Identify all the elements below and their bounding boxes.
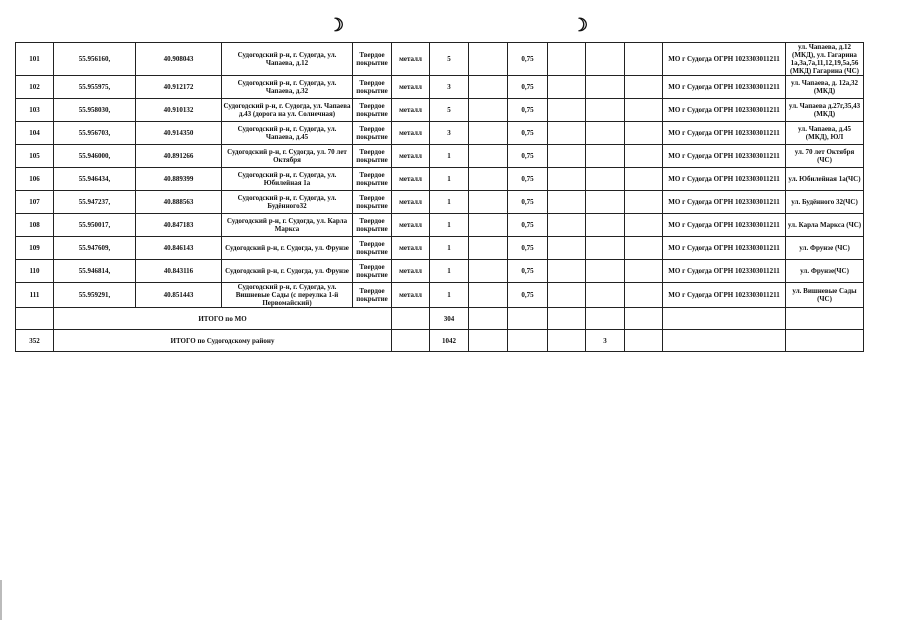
empty-cell xyxy=(469,145,508,168)
empty-cell xyxy=(586,43,625,76)
empty-cell xyxy=(586,260,625,283)
address: Судогодский р-н, г. Судогда, ул. Чапаева, д.32 xyxy=(222,76,353,99)
empty-cell xyxy=(548,122,586,145)
empty-cell xyxy=(548,43,586,76)
surface-type: Твердое покрытие xyxy=(353,122,392,145)
row-number: 110 xyxy=(16,260,54,283)
empty-cell xyxy=(469,76,508,99)
empty-cell xyxy=(586,168,625,191)
owner: МО г Судогда ОГРН 1023303011211 xyxy=(663,122,786,145)
container-volume: 0,75 xyxy=(508,145,548,168)
longitude: 40.847183 xyxy=(136,214,222,237)
container-count: 5 xyxy=(430,43,469,76)
table-row xyxy=(16,43,864,76)
empty-cell xyxy=(586,214,625,237)
owner: МО г Судогда ОГРН 1023303011211 xyxy=(663,237,786,260)
container-material: металл xyxy=(392,260,430,283)
empty-cell xyxy=(548,237,586,260)
empty-cell xyxy=(548,214,586,237)
latitude: 55.947609, xyxy=(54,237,136,260)
empty-cell xyxy=(625,191,663,214)
empty-cell xyxy=(586,76,625,99)
owner: МО г Судогда ОГРН 1023303011211 xyxy=(663,191,786,214)
latitude: 55.946434, xyxy=(54,168,136,191)
latitude: 55.946814, xyxy=(54,260,136,283)
latitude: 55.956160, xyxy=(54,43,136,76)
container-material: металл xyxy=(392,283,430,308)
container-count: 5 xyxy=(430,99,469,122)
surface-type: Твердое покрытие xyxy=(353,43,392,76)
empty-cell xyxy=(469,214,508,237)
container-count: 1 xyxy=(430,214,469,237)
surface-type: Твердое покрытие xyxy=(353,237,392,260)
empty-cell xyxy=(469,283,508,308)
container-count: 1 xyxy=(430,168,469,191)
longitude: 40.910132 xyxy=(136,99,222,122)
container-count: 1 xyxy=(430,237,469,260)
row-number: 101 xyxy=(16,43,54,76)
empty-cell xyxy=(469,122,508,145)
longitude: 40.914350 xyxy=(136,122,222,145)
table-row xyxy=(16,283,864,308)
container-sites-table xyxy=(15,42,864,352)
address: Судогодский р-н, г. Судогда, ул. Чапаева, д.12 xyxy=(222,43,353,76)
total-mo-row xyxy=(16,308,864,330)
empty-cell xyxy=(625,214,663,237)
container-count: 1 xyxy=(430,191,469,214)
empty-cell xyxy=(625,168,663,191)
container-material: металл xyxy=(392,191,430,214)
container-volume: 0,75 xyxy=(508,99,548,122)
empty-cell xyxy=(586,283,625,308)
row-number: 105 xyxy=(16,145,54,168)
total-district-extra: 3 xyxy=(586,330,625,352)
table-row xyxy=(16,260,864,283)
container-volume: 0,75 xyxy=(508,168,548,191)
container-volume: 0,75 xyxy=(508,260,548,283)
row-number: 109 xyxy=(16,237,54,260)
container-material: металл xyxy=(392,99,430,122)
empty-cell xyxy=(548,260,586,283)
container-volume: 0,75 xyxy=(508,122,548,145)
longitude: 40.851443 xyxy=(136,283,222,308)
scan-edge xyxy=(0,580,2,620)
empty-cell xyxy=(586,122,625,145)
container-material: металл xyxy=(392,214,430,237)
served-objects: ул. Чапаева д.27г,35,43 (МКД) xyxy=(786,99,864,122)
empty-cell xyxy=(548,76,586,99)
empty-cell xyxy=(548,99,586,122)
longitude: 40.891266 xyxy=(136,145,222,168)
container-material: металл xyxy=(392,168,430,191)
served-objects: ул. Юбилейная 1а(ЧС) xyxy=(786,168,864,191)
container-count: 1 xyxy=(430,145,469,168)
empty-cell xyxy=(625,76,663,99)
empty-cell xyxy=(586,191,625,214)
empty-cell xyxy=(548,145,586,168)
total-district-count: 1042 xyxy=(430,330,469,352)
table-row xyxy=(16,122,864,145)
table-row xyxy=(16,145,864,168)
surface-type: Твердое покрытие xyxy=(353,214,392,237)
served-objects: ул. Фрунзе(ЧС) xyxy=(786,260,864,283)
address: Судогодский р-н, г. Судогда, ул. Фрунзе xyxy=(222,237,353,260)
owner: МО г Судогда ОГРН 1023303011211 xyxy=(663,260,786,283)
container-material: металл xyxy=(392,122,430,145)
owner: МО г Судогда ОГРН 1023303011211 xyxy=(663,43,786,76)
owner: МО г Судогда ОГРН 1023303011211 xyxy=(663,145,786,168)
row-number: 108 xyxy=(16,214,54,237)
container-volume: 0,75 xyxy=(508,43,548,76)
empty-cell xyxy=(469,260,508,283)
container-volume: 0,75 xyxy=(508,191,548,214)
surface-type: Твердое покрытие xyxy=(353,260,392,283)
table-row xyxy=(16,214,864,237)
empty-cell xyxy=(548,168,586,191)
longitude: 40.846143 xyxy=(136,237,222,260)
row-number: 104 xyxy=(16,122,54,145)
table-row xyxy=(16,99,864,122)
empty-cell xyxy=(625,283,663,308)
owner: МО г Судогда ОГРН 1023303011211 xyxy=(663,283,786,308)
container-count: 1 xyxy=(430,283,469,308)
latitude: 55.947237, xyxy=(54,191,136,214)
empty-cell xyxy=(586,145,625,168)
row-number: 102 xyxy=(16,76,54,99)
container-count: 3 xyxy=(430,76,469,99)
container-material: металл xyxy=(392,76,430,99)
latitude: 55.946000, xyxy=(54,145,136,168)
served-objects: ул. Чапаева, д.12 (МКД), ул. Гагарина 1а,3а,7а,11,12,19,5а,56 (МКД) Гагарина (ЧС) xyxy=(786,43,864,76)
latitude: 55.958030, xyxy=(54,99,136,122)
surface-type: Твердое покрытие xyxy=(353,76,392,99)
row-number: 106 xyxy=(16,168,54,191)
surface-type: Твердое покрытие xyxy=(353,99,392,122)
empty-cell xyxy=(548,283,586,308)
hole-punch-mark-left: ☽ xyxy=(328,15,345,35)
empty-cell xyxy=(469,99,508,122)
row-number: 107 xyxy=(16,191,54,214)
longitude: 40.889399 xyxy=(136,168,222,191)
total-mo-spacer xyxy=(16,308,54,330)
container-count: 1 xyxy=(430,260,469,283)
served-objects: ул. Фрунзе (ЧС) xyxy=(786,237,864,260)
empty-cell xyxy=(469,191,508,214)
empty-cell xyxy=(469,237,508,260)
address: Судогодский р-н, г. Судогда, ул. Карла Маркса xyxy=(222,214,353,237)
container-volume: 0,75 xyxy=(508,76,548,99)
empty-cell xyxy=(548,191,586,214)
latitude: 55.955975, xyxy=(54,76,136,99)
container-volume: 0,75 xyxy=(508,283,548,308)
container-material: металл xyxy=(392,237,430,260)
served-objects: ул. 70 лет Октября (ЧС) xyxy=(786,145,864,168)
surface-type: Твердое покрытие xyxy=(353,191,392,214)
latitude: 55.959291, xyxy=(54,283,136,308)
address: Судогодский р-н, г. Судогда, ул. Фрунзе xyxy=(222,260,353,283)
owner: МО г Судогда ОГРН 1023303011211 xyxy=(663,214,786,237)
table-row xyxy=(16,237,864,260)
surface-type: Твердое покрытие xyxy=(353,283,392,308)
latitude: 55.956703, xyxy=(54,122,136,145)
address: Судогодский р-н, г. Судогда, ул. Будённого32 xyxy=(222,191,353,214)
owner: МО г Судогда ОГРН 1023303011211 xyxy=(663,168,786,191)
latitude: 55.950017, xyxy=(54,214,136,237)
owner: МО г Судогда ОГРН 1023303011211 xyxy=(663,76,786,99)
surface-type: Твердое покрытие xyxy=(353,168,392,191)
total-district-empty xyxy=(392,330,430,352)
table-body xyxy=(16,43,864,352)
longitude: 40.888563 xyxy=(136,191,222,214)
container-volume: 0,75 xyxy=(508,214,548,237)
served-objects: ул. Чапаева, д.45 (МКД), ЮЛ xyxy=(786,122,864,145)
surface-type: Твердое покрытие xyxy=(353,145,392,168)
longitude: 40.912172 xyxy=(136,76,222,99)
address: Судогодский р-н, г. Судогда, ул. Чапаева, д.45 xyxy=(222,122,353,145)
table-row xyxy=(16,191,864,214)
address: Судогодский р-н, г. Судогда, ул. Вишневые Сады (с переулка 1-й Первомайский) xyxy=(222,283,353,308)
total-mo-empty xyxy=(392,308,430,330)
empty-cell xyxy=(625,122,663,145)
empty-cell xyxy=(625,237,663,260)
longitude: 40.908043 xyxy=(136,43,222,76)
served-objects: ул. Вишневые Сады (ЧС) xyxy=(786,283,864,308)
total-district-row xyxy=(16,330,864,352)
served-objects: ул. Будённого 32(ЧС) xyxy=(786,191,864,214)
total-mo-count: 304 xyxy=(430,308,469,330)
container-material: металл xyxy=(392,43,430,76)
empty-cell xyxy=(625,99,663,122)
empty-cell xyxy=(586,237,625,260)
container-material: металл xyxy=(392,145,430,168)
container-volume: 0,75 xyxy=(508,237,548,260)
served-objects: ул. Карла Маркса (ЧС) xyxy=(786,214,864,237)
empty-cell xyxy=(469,168,508,191)
empty-cell xyxy=(625,43,663,76)
address: Судогодский р-н, г. Судогда, ул. Чапаева д.43 (дорога на ул. Солнечная) xyxy=(222,99,353,122)
served-objects: ул. Чапаева, д. 12а,32 (МКД) xyxy=(786,76,864,99)
owner: МО г Судогда ОГРН 1023303011211 xyxy=(663,99,786,122)
row-number: 111 xyxy=(16,283,54,308)
row-number: 103 xyxy=(16,99,54,122)
table-row xyxy=(16,168,864,191)
container-count: 3 xyxy=(430,122,469,145)
empty-cell xyxy=(625,145,663,168)
address: Судогодский р-н, г. Судогда, ул. Юбилейная 1а xyxy=(222,168,353,191)
total-district-label: ИТОГО по Судогодскому району xyxy=(54,330,392,352)
empty-cell xyxy=(469,43,508,76)
total-mo-label: ИТОГО по МО xyxy=(54,308,392,330)
table-row xyxy=(16,76,864,99)
total-district-no: 352 xyxy=(16,330,54,352)
address: Судогодский р-н, г. Судогда, ул. 70 лет Октября xyxy=(222,145,353,168)
hole-punch-mark-right: ☽ xyxy=(572,15,589,35)
empty-cell xyxy=(625,260,663,283)
empty-cell xyxy=(586,99,625,122)
longitude: 40.843116 xyxy=(136,260,222,283)
